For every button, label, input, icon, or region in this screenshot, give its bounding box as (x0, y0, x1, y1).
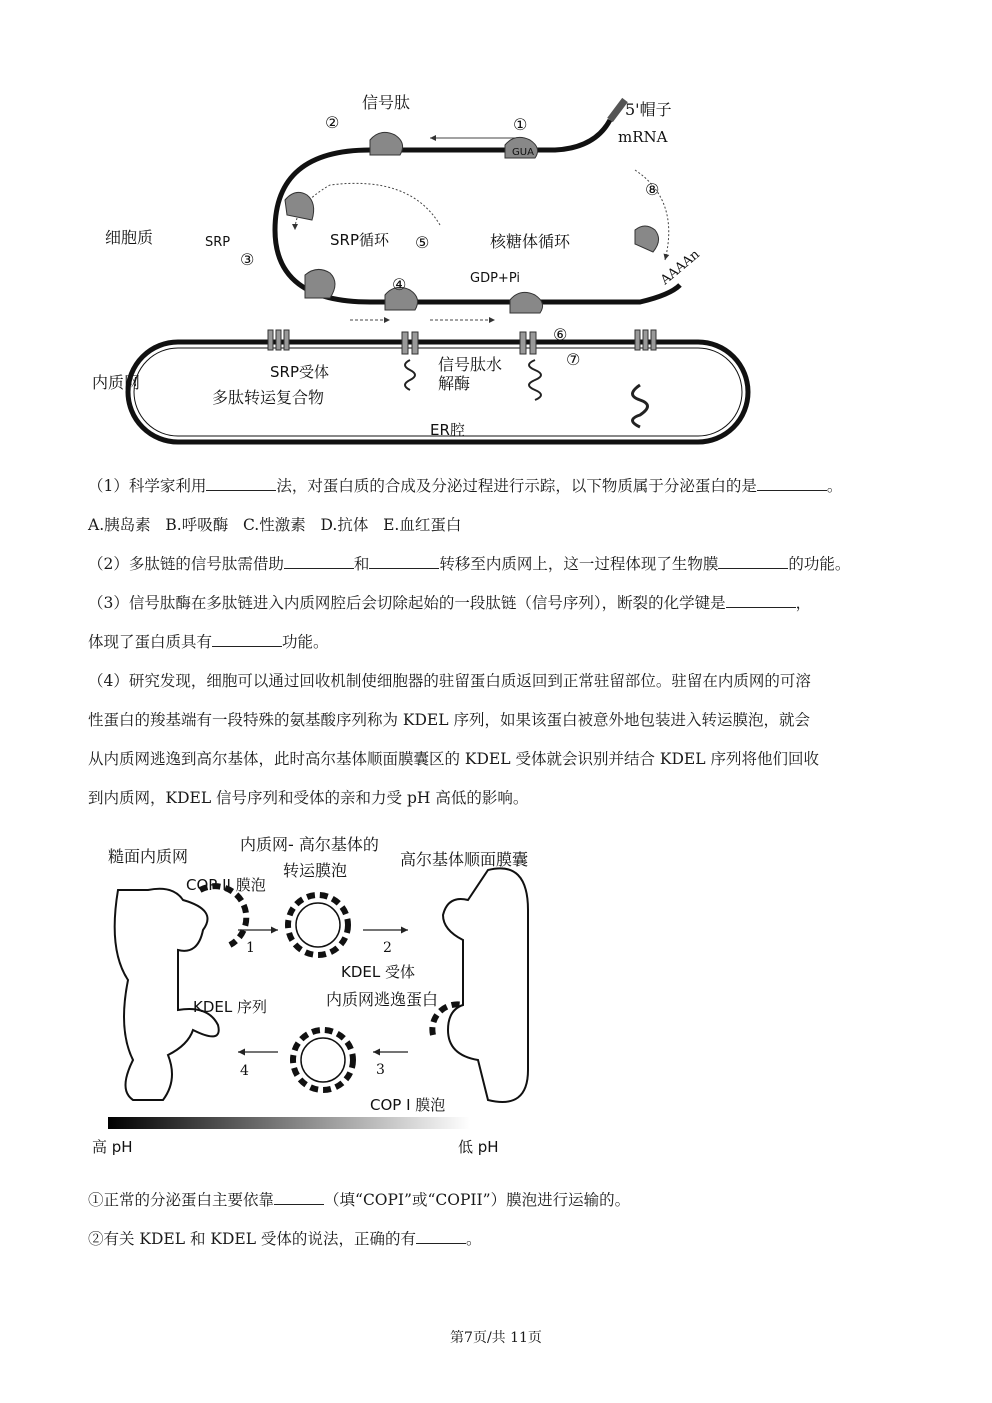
question-3: （3）信号肽酶在多肽链进入内质网腔后会切除起始的一段肽链（信号序列），断裂的化学键是 ， (88, 594, 812, 612)
question-4-line3: 从内质网逃逸到高尔基体，此时高尔基体顺面膜囊区的 KDEL 受体就会识别并结合 KDEL 序列将他们回收 (88, 750, 819, 768)
label-n1: ① (513, 115, 528, 134)
label-mrna: mRNA (618, 128, 668, 146)
label-peptidase-1: 信号肽水 (438, 355, 503, 374)
label-srp: SRP (205, 235, 231, 250)
rough-er-shape (115, 889, 219, 1100)
label-srp-cycle: SRP循环 (330, 231, 389, 249)
label-er-lumen: ER腔 (430, 421, 465, 439)
polypeptide-coil (529, 360, 541, 400)
answer-blank[interactable] (212, 632, 282, 647)
label-copi: COP I 膜泡 (370, 1096, 446, 1114)
label-step3: 3 (376, 1062, 385, 1078)
label-n4: ④ (392, 275, 407, 294)
label-low-ph: 低 pH (458, 1138, 499, 1156)
answer-blank[interactable] (718, 554, 788, 569)
answer-blank[interactable] (284, 554, 354, 569)
question-4-line1: （4）研究发现，细胞可以通过回收机制使细胞器的驻留蛋白质返回到正常驻留部位。驻留在内质网的可溶 (88, 672, 811, 690)
question-4-line4: 到内质网，KDEL 信号序列和受体的亲和力受 pH 高低的影响。 (88, 789, 529, 807)
label-copii: COP II 膜泡 (186, 876, 266, 894)
label-n7: ⑦ (566, 350, 581, 369)
label-high-ph: 高 pH (92, 1138, 133, 1156)
label-codon: GUA (512, 147, 534, 158)
label-n5: ⑤ (415, 233, 430, 252)
figure-protein-synthesis (80, 80, 780, 450)
label-cytoplasm: 细胞质 (105, 228, 154, 247)
label-n8: ⑧ (645, 180, 660, 199)
folded-protein (633, 385, 648, 427)
answer-blank[interactable] (369, 554, 439, 569)
answer-blank[interactable] (757, 476, 827, 491)
label-cap: 5'帽子 (625, 100, 672, 119)
label-rough-er: 糙面内质网 (108, 847, 189, 866)
question-4-2: ②有关 KDEL 和 KDEL 受体的说法，正确的有 。 (88, 1230, 482, 1248)
answer-blank[interactable] (416, 1229, 466, 1244)
question-4-1: ①正常的分泌蛋白主要依靠 （填“COPI”或“COPII”）膜泡进行运输的。 (88, 1191, 631, 1209)
cis-golgi-shape (443, 868, 528, 1102)
label-translocon: 多肽转运复合物 (212, 388, 325, 407)
label-kdel-sequence: KDEL 序列 (193, 998, 267, 1016)
label-n6: ⑥ (553, 325, 568, 344)
page-number: 第7页/共 11页 (450, 1330, 542, 1346)
label-poly-a: AAAAn (657, 247, 703, 289)
question-4-line2: 性蛋白的羧基端有一段特殊的氨基酸序列称为 KDEL 序列，如果该蛋白被意外地包装进入转运膜泡，就会 (88, 711, 810, 729)
answer-blank[interactable] (274, 1190, 324, 1205)
label-n3: ③ (240, 250, 255, 269)
label-kdel-receptor: KDEL 受体 (341, 963, 415, 981)
label-escaped-protein: 内质网逃逸蛋白 (326, 990, 439, 1009)
question-1-options: A.胰岛素 B.呼吸酶 C.性激素 D.抗体 E.血红蛋白 (88, 516, 462, 534)
label-n2: ② (325, 113, 340, 132)
question-1: （1）科学家利用 法，对蛋白质的合成及分泌过程进行示踪，以下物质属于分泌蛋白的是 。 (88, 477, 843, 495)
figure-kdel-retrieval (88, 830, 558, 1160)
question-2: （2）多肽链的信号肽需借助 和 转移至内质网上，这一过程体现了生物膜 的功能。 (88, 555, 851, 573)
answer-blank[interactable] (206, 476, 276, 491)
label-er-golgi-2: 转运膜泡 (283, 861, 348, 880)
ph-gradient-bar (108, 1117, 470, 1129)
answer-blank[interactable] (726, 593, 796, 608)
label-signal-peptide: 信号肽 (362, 93, 411, 112)
label-er-golgi-1: 内质网- 高尔基体的 (240, 835, 379, 854)
label-gdp-pi: GDP+Pi (470, 271, 520, 286)
label-ribosome-cycle: 核糖体循环 (490, 232, 571, 251)
label-step4: 4 (240, 1063, 249, 1079)
label-srp-receptor: SRP受体 (270, 363, 329, 381)
label-cis-golgi: 高尔基体顺面膜囊 (400, 850, 529, 869)
label-peptidase-2: 解酶 (438, 374, 471, 393)
srp-cycle-arrow (295, 183, 440, 230)
polypeptide-coil (405, 360, 415, 390)
label-step1: 1 (246, 940, 255, 956)
copii-vesicle (288, 895, 348, 955)
question-3-cont: 体现了蛋白质具有 功能。 (88, 633, 329, 651)
label-er: 内质网 (92, 373, 141, 392)
label-step2: 2 (383, 940, 392, 956)
copi-vesicle (293, 1030, 353, 1090)
